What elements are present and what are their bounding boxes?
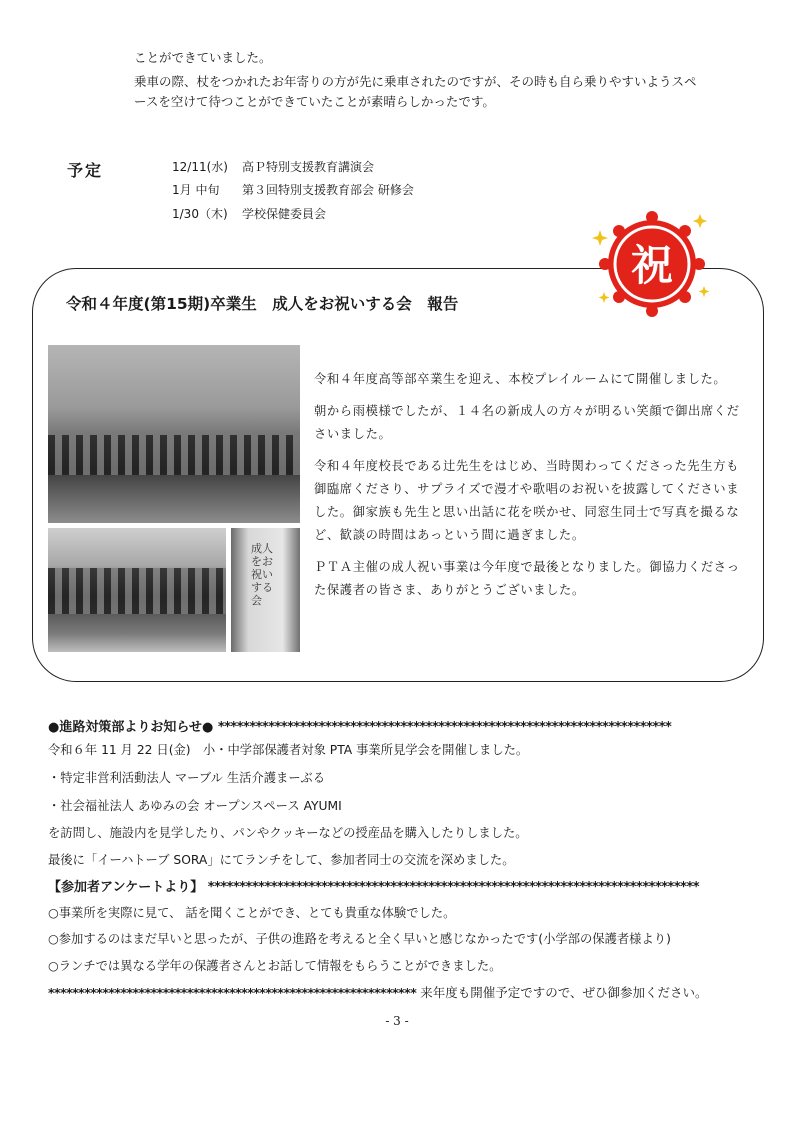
survey-heading-stars: ****************************************************************************** xyxy=(207,880,700,895)
closing-line xyxy=(48,983,748,1001)
road-line: 令和６年 11 月 22 日(金) 小・中学部保護者対象 PTA 事業所見学会を開催しました。 xyxy=(48,743,529,757)
survey-line: ○参加するのはまだ早いと思ったが、子供の進路を考えると全く早いと感じなかったです(小学部の保護者様より) xyxy=(48,932,671,946)
celebration-badge-text: 祝 xyxy=(630,241,674,290)
page-number: - 3 - xyxy=(385,1014,409,1028)
survey-line: ○ランチでは異なる学年の保護者さんとお話して情報をもらうことができました。 xyxy=(48,959,502,973)
schedule-date: 12/11(水) xyxy=(172,160,228,174)
intro-line-2: 乗車の際、杖をつかれたお年寄りの方が先に乗車されたのですが、その時も自ら乗りやすいようスペ xyxy=(134,74,697,89)
report-paragraph: 朝から雨模様でしたが、１４名の新成人の方々が明るい笑顔で御出席くださいました。 xyxy=(314,404,740,441)
report-title: 令和４年度(第15期)卒業生 成人をお祝いする会 報告 xyxy=(66,292,464,314)
schedule-event: 学校保健委員会 xyxy=(242,207,327,221)
road-line: ・社会福祉法人 あゆみの会 オープンスペース AYUMI xyxy=(48,799,342,813)
road-line: 最後に「イーハトーブ SORA」にてランチをして、参加者同士の交流を深めました。 xyxy=(48,853,515,867)
ceremony-hall-photo xyxy=(48,345,300,523)
schedule-date: 1月 中旬 xyxy=(172,183,220,197)
schedule-event: 第３回特別支援教育部会 研修会 xyxy=(242,183,414,197)
road-heading-text: ●進路対策部よりお知らせ● xyxy=(48,720,214,735)
schedule-item xyxy=(172,205,326,223)
performance-photo xyxy=(48,528,226,652)
survey-heading-text: 【参加者アンケートより】 xyxy=(48,880,204,895)
schedule-item xyxy=(172,158,374,176)
report-paragraph: ＰＴＡ主催の成人祝い事業は今年度で最後となりました。御協力くださった保護者の皆さま、ありがとうございました。 xyxy=(314,560,740,597)
celebration-badge-icon xyxy=(592,208,710,320)
schedule-date: 1/30（木) xyxy=(172,207,228,221)
event-banner-text: 成人をお祝いする会 xyxy=(251,542,273,607)
survey-heading xyxy=(48,876,748,895)
event-banner-photo xyxy=(231,528,300,652)
intro-line-1: ことができていました。 xyxy=(134,50,272,65)
road-heading-stars: ************************************************************************ xyxy=(217,720,672,735)
road-line: ・特定非営利活動法人 マーブル 生活介護まーぶる xyxy=(48,771,325,785)
schedule-item xyxy=(172,181,414,199)
road-line: を訪問し、施設内を見学したり、パンやクッキーなどの授産品を購入したりしました。 xyxy=(48,826,528,840)
closing-text: 来年度も開催予定ですので、ぜひ御参加ください。 xyxy=(420,985,708,1000)
survey-line: ○事業所を実際に見て、 話を聞くことができ、とても貴重な体験でした。 xyxy=(48,906,456,920)
schedule-event: 高Ｐ特別支援教育講演会 xyxy=(242,160,375,174)
intro-line-3: ースを空けて待つことができていたことが素晴らしかったです。 xyxy=(134,94,495,109)
closing-stars: ************************************************************* xyxy=(48,985,417,1000)
report-paragraph: 令和４年度高等部卒業生を迎え、本校プレイルームにて開催しました。 xyxy=(314,372,727,386)
road-section-heading xyxy=(48,716,748,735)
schedule-heading: 予定 xyxy=(67,161,104,180)
report-paragraph: 令和４年度校長である辻先生をはじめ、当時関わってくださった先生方も御臨席くださり、サプライズで漫才や歌唱のお祝いを披露してくださいました。御家族も先生と思い出話に花を咲かせ、同窓生同士で写真を撮るなど、歓談の時間はあっという間に過ぎました。 xyxy=(314,459,740,542)
